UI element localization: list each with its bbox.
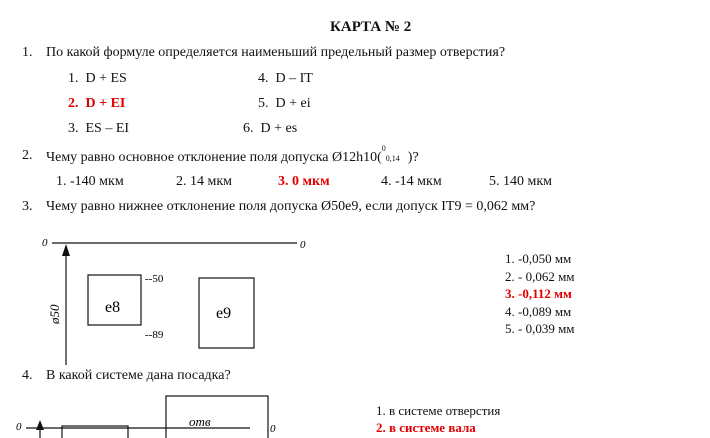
deviation-upper: --50 <box>145 273 164 285</box>
answer-option: 4. -14 мкм <box>381 174 442 189</box>
arrow-head <box>36 420 44 430</box>
answer-option-correct: 2. в системе вала <box>376 420 476 435</box>
answer-option: 1. -0,050 мм <box>505 251 572 266</box>
answer-option: 1. -140 мкм <box>56 174 124 189</box>
option-2-correct: 2. D + EI <box>68 96 126 111</box>
answer-list <box>505 250 575 338</box>
hole-field-box <box>166 396 268 438</box>
box-label-e9: e9 <box>216 305 232 322</box>
fit-diagram <box>0 394 300 438</box>
answer-option: 2. - 0,062 мм <box>505 268 575 284</box>
question-number: 2. <box>22 148 33 163</box>
answer-option-correct: 3. 0 мкм <box>278 174 330 189</box>
option-3: 3. ES – EI <box>68 121 130 136</box>
answer-option: 5. 140 мкм <box>489 174 553 189</box>
dimension-label: ø50 <box>47 304 62 324</box>
zero-label-right: 0 <box>300 239 306 251</box>
answer-option: 5. - 0,039 мм <box>505 321 575 336</box>
zero-label-right: 0 <box>270 423 276 435</box>
card-title: КАРТА № 2 <box>330 19 412 35</box>
arrow-head <box>62 244 70 256</box>
deviation-lower: --89 <box>145 329 164 341</box>
question-number: 4. <box>22 368 33 383</box>
tolerance-lower: 0,14 <box>385 154 400 163</box>
question-number: 3. <box>22 199 33 214</box>
question-number: 1. <box>22 45 33 60</box>
tolerance-upper: 0 <box>381 144 386 153</box>
option-6: 6. D + es <box>243 121 298 136</box>
answer-option: 2. 14 мкм <box>176 174 233 189</box>
option-1: 1. D + ES <box>68 71 127 86</box>
option-5: 5. D + ei <box>258 96 311 111</box>
zero-label-left: 0 <box>16 421 22 433</box>
question-text: Чему равно основное отклонение поля допуска Ø12h10( 0 0,14 )? <box>46 144 419 165</box>
question-text: Чему равно нижнее отклонение поля допуска Ø50e9, если допуск IT9 = 0,062 мм? <box>46 199 536 214</box>
option-4: 4. D – IT <box>258 71 313 86</box>
answer-option-correct: 3. -0,112 мм <box>505 286 572 301</box>
question-text: В какой системе дана посадка? <box>46 368 231 383</box>
answer-option: 4. -0,089 мм <box>505 303 572 319</box>
answer-list <box>376 402 500 436</box>
question-text: По какой формуле определяется наименьший предельный размер отверстия? <box>46 45 506 60</box>
box-label-e8: e8 <box>105 299 121 316</box>
answer-option: 1. в системе отверстия <box>376 403 501 418</box>
hole-box-label: отв <box>189 414 211 429</box>
zero-label-left: 0 <box>42 237 48 249</box>
tolerance-field-diagram <box>0 228 330 368</box>
